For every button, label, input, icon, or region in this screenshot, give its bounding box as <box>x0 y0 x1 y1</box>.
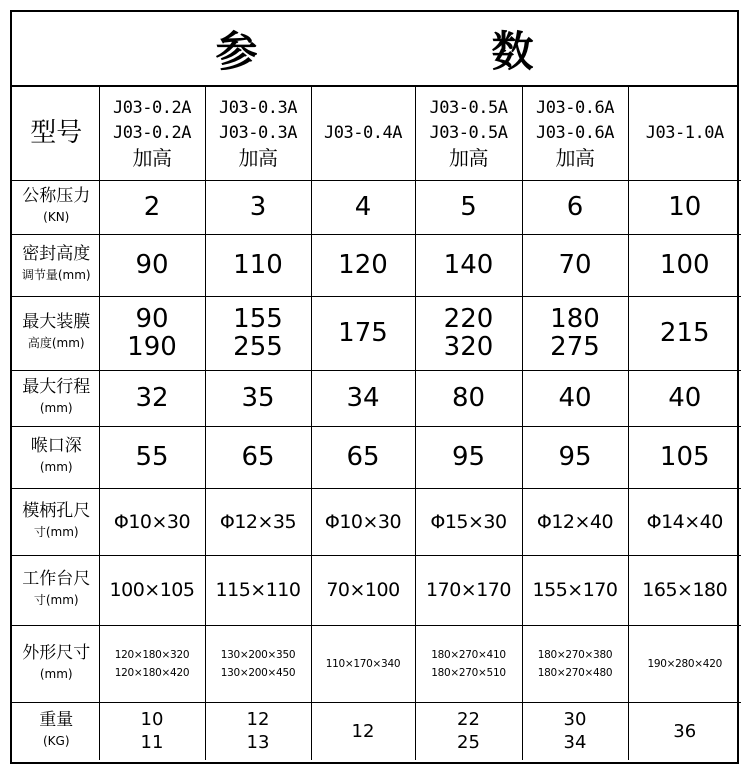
value-cell <box>522 370 628 426</box>
cell-value: 100×105 <box>109 579 195 601</box>
model-cell <box>99 87 205 180</box>
model-cell <box>205 87 311 180</box>
cell-value: 155×170 <box>532 579 618 601</box>
cell-value: 2 <box>143 192 161 222</box>
cell-value: 90 <box>135 304 169 334</box>
cell-value: 110×170×340 <box>325 657 401 670</box>
value-cell <box>415 296 522 370</box>
cell-value: 10 <box>668 192 702 222</box>
value-cell <box>311 555 415 625</box>
cell-value: 180 <box>550 304 600 334</box>
cell-value: 275 <box>550 332 600 362</box>
model-name: J03-0.6A <box>536 97 614 118</box>
cell-value: Φ15×30 <box>430 510 507 533</box>
model-header-label: 型号 <box>12 87 99 180</box>
cell-value: 155 <box>233 304 283 334</box>
cell-value: 80 <box>451 383 486 413</box>
value-cell <box>205 488 311 555</box>
row-label <box>12 625 99 702</box>
value-cell <box>415 702 522 760</box>
value-cell <box>99 234 205 296</box>
cell-value: 40 <box>558 383 592 413</box>
cell-value: 110 <box>233 250 283 280</box>
value-cell <box>415 426 522 488</box>
cell-value: 215 <box>659 318 710 348</box>
cell-value: 130×200×450 <box>220 666 296 679</box>
spec-sheet <box>10 10 739 764</box>
cell-value: 180×270×510 <box>431 666 506 679</box>
value-cell <box>205 702 311 760</box>
cell-value: Φ10×30 <box>324 510 402 533</box>
value-cell <box>415 234 522 296</box>
spec-row <box>12 702 741 760</box>
row-label-unit: (mm) <box>39 460 73 474</box>
spec-table <box>12 87 741 760</box>
cell-value: 22 <box>457 709 480 731</box>
cell-value: 220 <box>443 304 494 334</box>
value-cell <box>522 426 628 488</box>
cell-value: 130×200×350 <box>220 648 296 661</box>
value-cell <box>628 426 741 488</box>
row-label <box>12 234 99 296</box>
cell-value: 95 <box>558 442 592 472</box>
model-name: J03-0.5A <box>429 97 508 118</box>
cell-value: 36 <box>673 720 697 742</box>
value-cell <box>99 625 205 702</box>
cell-value: Φ12×40 <box>536 510 614 533</box>
model-cell <box>628 87 741 180</box>
row-label-unit: 调节量(mm) <box>21 268 91 282</box>
value-cell <box>628 625 741 702</box>
cell-value: 32 <box>135 383 169 413</box>
row-label-unit: 寸(mm) <box>33 593 79 607</box>
value-cell <box>205 625 311 702</box>
row-label <box>12 702 99 760</box>
model-name: J03-0.4A <box>324 122 402 143</box>
cell-value: 34 <box>563 732 587 754</box>
cell-value: 30 <box>563 709 587 731</box>
page-title: 参 数 <box>12 12 737 87</box>
cell-value: 55 <box>135 442 169 472</box>
cell-value: 40 <box>668 383 702 413</box>
row-label <box>12 370 99 426</box>
cell-value: 4 <box>354 192 372 222</box>
value-cell <box>415 180 522 234</box>
value-cell <box>99 555 205 625</box>
value-cell <box>628 555 741 625</box>
model-name: 加高 <box>449 145 488 170</box>
spec-row <box>12 296 741 370</box>
value-cell <box>522 625 628 702</box>
model-name: 加高 <box>238 145 278 170</box>
cell-value: 12 <box>351 720 375 742</box>
model-name: J03-0.2A <box>113 97 191 118</box>
cell-value: 320 <box>443 332 494 362</box>
value-cell <box>415 488 522 555</box>
model-name: J03-0.6A <box>536 122 614 143</box>
model-name: 加高 <box>555 145 595 170</box>
cell-value: Φ10×30 <box>113 510 191 533</box>
cell-value: 180×270×480 <box>537 666 613 679</box>
value-cell <box>415 625 522 702</box>
cell-value: 255 <box>233 332 283 362</box>
value-cell <box>522 234 628 296</box>
row-label <box>12 296 99 370</box>
value-cell <box>99 296 205 370</box>
cell-value: 35 <box>241 383 275 413</box>
value-cell <box>311 426 415 488</box>
row-label-unit: (mm) <box>39 666 73 681</box>
model-name: J03-1.0A <box>645 122 724 143</box>
row-label-name: 公称压力 <box>22 186 91 206</box>
value-cell <box>99 426 205 488</box>
model-name: 加高 <box>132 145 172 170</box>
value-cell <box>415 370 522 426</box>
value-cell <box>522 555 628 625</box>
row-label-name: 最大装膜 <box>22 312 91 332</box>
value-cell <box>205 370 311 426</box>
cell-value: 25 <box>457 732 480 754</box>
cell-value: 190×280×420 <box>647 657 722 670</box>
value-cell <box>311 625 415 702</box>
value-cell <box>415 555 522 625</box>
cell-value: 90 <box>135 250 169 280</box>
cell-value: 65 <box>346 442 380 472</box>
cell-value: 140 <box>443 250 494 280</box>
cell-value: Φ12×35 <box>219 510 297 533</box>
cell-value: 6 <box>566 192 584 222</box>
value-cell <box>205 234 311 296</box>
row-label-name: 密封高度 <box>22 244 91 264</box>
row-label-name: 重量 <box>39 710 74 731</box>
cell-value: 10 <box>140 709 164 731</box>
cell-value: 70 <box>558 250 592 280</box>
row-label-unit: (mm) <box>39 401 73 415</box>
model-name: J03-0.5A <box>429 122 508 143</box>
value-cell <box>311 370 415 426</box>
value-cell <box>311 702 415 760</box>
row-label-unit: 高度(mm) <box>27 336 85 350</box>
row-label-name: 最大行程 <box>22 377 91 397</box>
value-cell <box>99 370 205 426</box>
value-cell <box>628 296 741 370</box>
cell-value: 70×100 <box>326 579 400 601</box>
model-name: J03-0.3A <box>219 122 297 143</box>
value-cell <box>628 370 741 426</box>
model-cell <box>522 87 628 180</box>
row-label <box>12 488 99 555</box>
spec-row <box>12 370 741 426</box>
row-label-unit: 寸(mm) <box>33 524 79 539</box>
spec-row <box>12 625 741 702</box>
cell-value: 165×180 <box>642 579 728 601</box>
cell-value: 5 <box>460 192 477 222</box>
model-header-row <box>12 87 741 180</box>
row-label <box>12 555 99 625</box>
value-cell <box>311 488 415 555</box>
value-cell <box>311 180 415 234</box>
cell-value: 120×180×420 <box>114 666 190 679</box>
model-name: J03-0.2A <box>113 122 191 143</box>
spec-row <box>12 234 741 296</box>
cell-value: 170×170 <box>426 579 511 601</box>
row-label-unit: (KN) <box>43 210 70 224</box>
row-label-unit: (KG) <box>42 734 70 749</box>
value-cell <box>628 180 741 234</box>
spec-row <box>12 555 741 625</box>
value-cell <box>205 555 311 625</box>
spec-row <box>12 180 741 234</box>
cell-value: Φ14×40 <box>646 510 723 533</box>
cell-value: 120 <box>338 250 388 280</box>
value-cell <box>311 234 415 296</box>
value-cell <box>522 180 628 234</box>
cell-value: 65 <box>241 442 275 472</box>
cell-value: 180×270×380 <box>537 648 613 661</box>
cell-value: 190 <box>127 332 177 362</box>
value-cell <box>628 234 741 296</box>
cell-value: 175 <box>338 318 388 348</box>
cell-value: 95 <box>451 442 486 472</box>
cell-value: 11 <box>140 732 164 754</box>
value-cell <box>522 702 628 760</box>
value-cell <box>522 296 628 370</box>
row-label <box>12 180 99 234</box>
model-cell <box>311 87 415 180</box>
value-cell <box>99 488 205 555</box>
cell-value: 100 <box>659 250 710 280</box>
value-cell <box>522 488 628 555</box>
cell-value: 12 <box>246 709 270 731</box>
model-name: J03-0.3A <box>219 97 297 118</box>
cell-value: 115×110 <box>215 579 301 601</box>
row-label-name: 模柄孔尺 <box>22 500 91 521</box>
cell-value: 120×180×320 <box>114 648 190 661</box>
value-cell <box>628 702 741 760</box>
value-cell <box>205 426 311 488</box>
value-cell <box>205 296 311 370</box>
cell-value: 180×270×410 <box>431 648 506 661</box>
row-label-name: 外形尺寸 <box>22 642 91 663</box>
value-cell <box>628 488 741 555</box>
model-cell <box>415 87 522 180</box>
cell-value: 3 <box>249 192 267 222</box>
value-cell <box>205 180 311 234</box>
spec-row <box>12 488 741 555</box>
cell-value: 105 <box>659 442 710 472</box>
row-label <box>12 426 99 488</box>
spec-row <box>12 426 741 488</box>
row-label-name: 喉口深 <box>30 436 82 456</box>
row-label-name: 工作台尺 <box>22 569 91 589</box>
cell-value: 34 <box>346 383 380 413</box>
cell-value: 13 <box>246 732 270 754</box>
value-cell <box>99 702 205 760</box>
value-cell <box>99 180 205 234</box>
value-cell <box>311 296 415 370</box>
